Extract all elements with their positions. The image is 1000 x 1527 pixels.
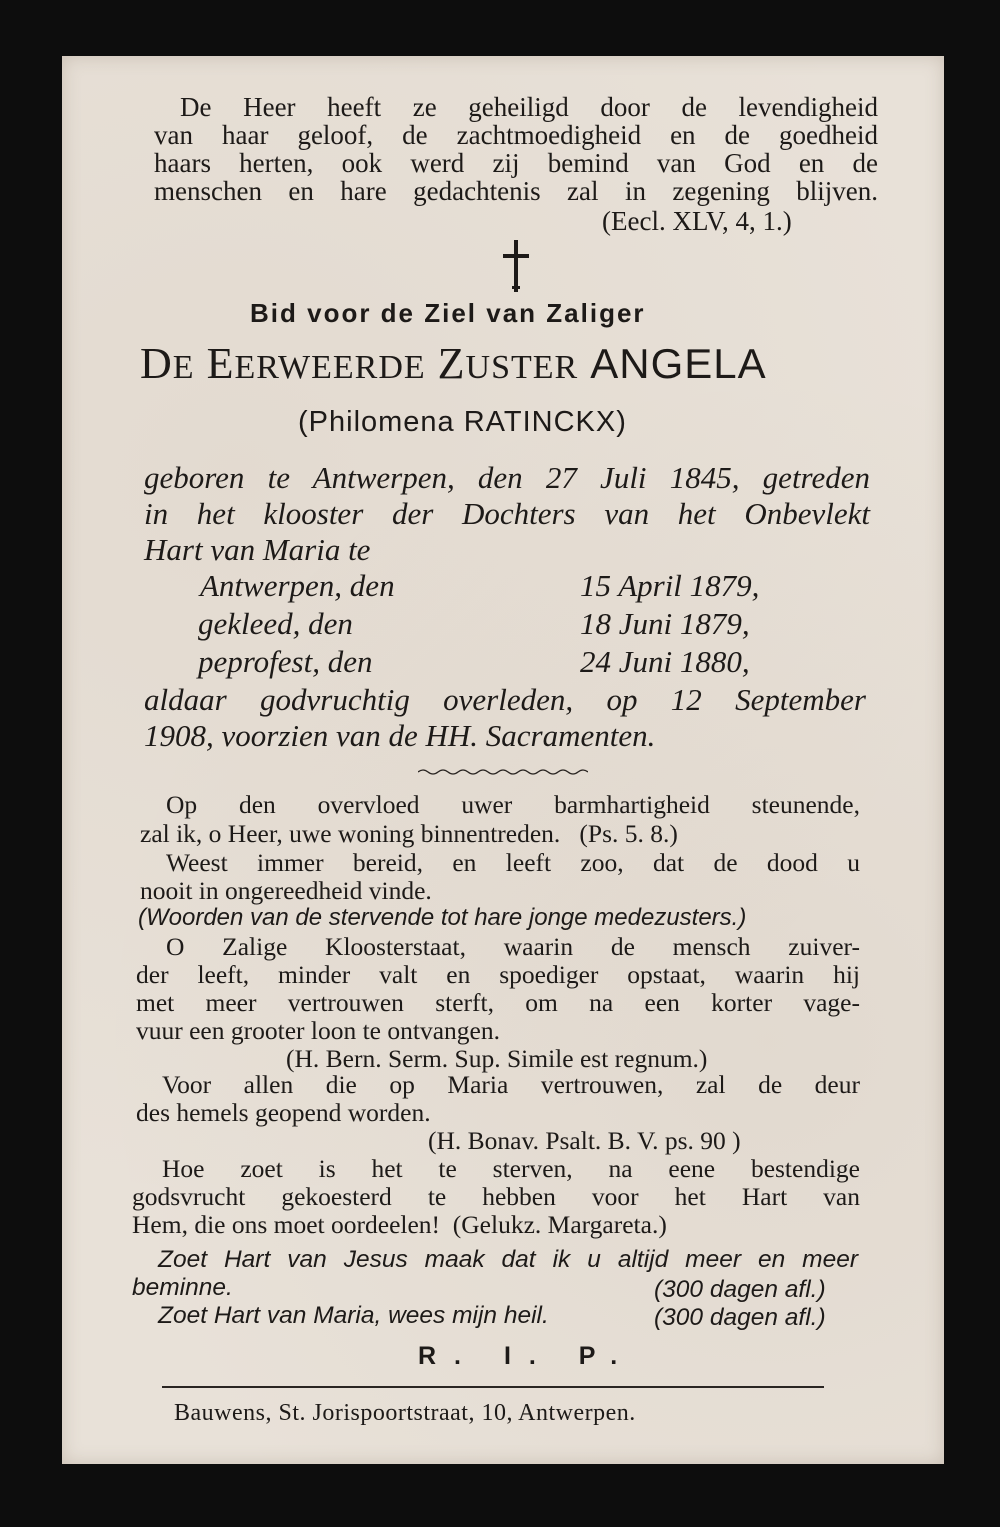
prayer2-indulgence: (300 dagen afl.) — [654, 1304, 826, 1331]
quote-line-1: De Heer heeft ze geheiligd door de levendigheid — [180, 92, 878, 122]
verse4-source: (H. Bonav. Psalt. B. V. ps. 90 ) — [428, 1126, 741, 1155]
printer-imprint: Bauwens, St. Jorispoortstraat, 10, Antwerpen. — [174, 1400, 636, 1426]
verse1-line2: zal ik, o Heer, uwe woning binnentreden. (Ps. 5. 8.) — [140, 819, 678, 848]
birth-name: (Philomena RATINCKX) — [298, 406, 627, 438]
prayer1-line1: Zoet Hart van Jesus maak dat ik u altijd meer en meer — [158, 1246, 858, 1273]
verse3-line3: met meer vertrouwen sterft, om na een korter vage- — [136, 988, 860, 1017]
verse1-line1: Op den overvloed uwer barmhartigheid steunende, — [166, 790, 860, 819]
prayer-heading: Bid voor de Ziel van Zaliger — [250, 298, 646, 328]
verse3-line2: der leeft, minder valt en spoediger opstaat, waarin hij — [136, 960, 860, 989]
entered-date: 15 April 1879, — [580, 568, 760, 603]
verse4-line2: des hemels geopend worden. — [136, 1098, 431, 1127]
rip-text: R. I. P. — [418, 1342, 636, 1370]
verse4-line1: Voor allen die op Maria vertrouwen, zal de deur — [162, 1070, 860, 1099]
quote-source: (Eecl. XLV, 4, 1.) — [602, 206, 792, 236]
verse2-source: (Woorden van de stervende tot hare jonge medezusters.) — [138, 904, 747, 931]
memorial-card — [62, 56, 944, 1464]
prayer1-line2: beminne. — [132, 1274, 233, 1301]
quote-line-3: haars herten, ook werd zij bemind van God en de — [154, 148, 878, 178]
clothed-label: gekleed, den — [198, 606, 353, 641]
prayer2: Zoet Hart van Maria, wees mijn heil. — [158, 1302, 549, 1329]
bio-line-3: Hart van Maria te — [144, 532, 371, 567]
cross-icon — [498, 238, 534, 294]
bio-line-7: aldaar godvruchtig overleden, op 12 September — [144, 682, 866, 717]
bottom-rule — [162, 1386, 824, 1388]
prayer1-indulgence: (300 dagen afl.) — [654, 1276, 826, 1303]
professed-label: peprofest, den — [198, 644, 373, 679]
entered-label: Antwerpen, den — [200, 568, 395, 603]
quote-line-2: van haar geloof, de zachtmoedigheid en de goedheid — [154, 120, 878, 150]
deceased-title-name: DE EERWEERDE ZUSTER ANGELA — [140, 339, 767, 388]
bio-line-2: in het klooster der Dochters van het Onbevlekt — [144, 496, 870, 531]
bio-line-8: 1908, voorzien van de HH. Sacramenten. — [144, 718, 656, 753]
verse3-line1: O Zalige Kloosterstaat, waarin de mensch zuiver- — [166, 932, 860, 961]
clothed-date: 18 Juni 1879, — [580, 606, 750, 641]
verse2-line2: nooit in ongereedheid vinde. — [140, 876, 432, 905]
verse3-line4: vuur een grooter loon te ontvangen. — [136, 1016, 500, 1045]
wavy-divider — [418, 768, 588, 776]
verse2-line1: Weest immer bereid, en leeft zoo, dat de dood u — [166, 848, 860, 877]
verse3-source: (H. Bern. Serm. Sup. Simile est regnum.) — [286, 1044, 708, 1073]
verse5-line2: godsvrucht gekoesterd te hebben voor het Hart van — [132, 1182, 860, 1211]
quote-line-4: menschen en hare gedachtenis zal in zegening blijven. — [154, 176, 878, 206]
professed-date: 24 Juni 1880, — [580, 644, 750, 679]
verse5-line1: Hoe zoet is het te sterven, na eene bestendige — [162, 1154, 860, 1183]
verse5-line3: Hem, die ons moet oordeelen! (Gelukz. Margareta.) — [132, 1210, 667, 1239]
bio-line-1: geboren te Antwerpen, den 27 Juli 1845, getreden — [144, 460, 870, 495]
